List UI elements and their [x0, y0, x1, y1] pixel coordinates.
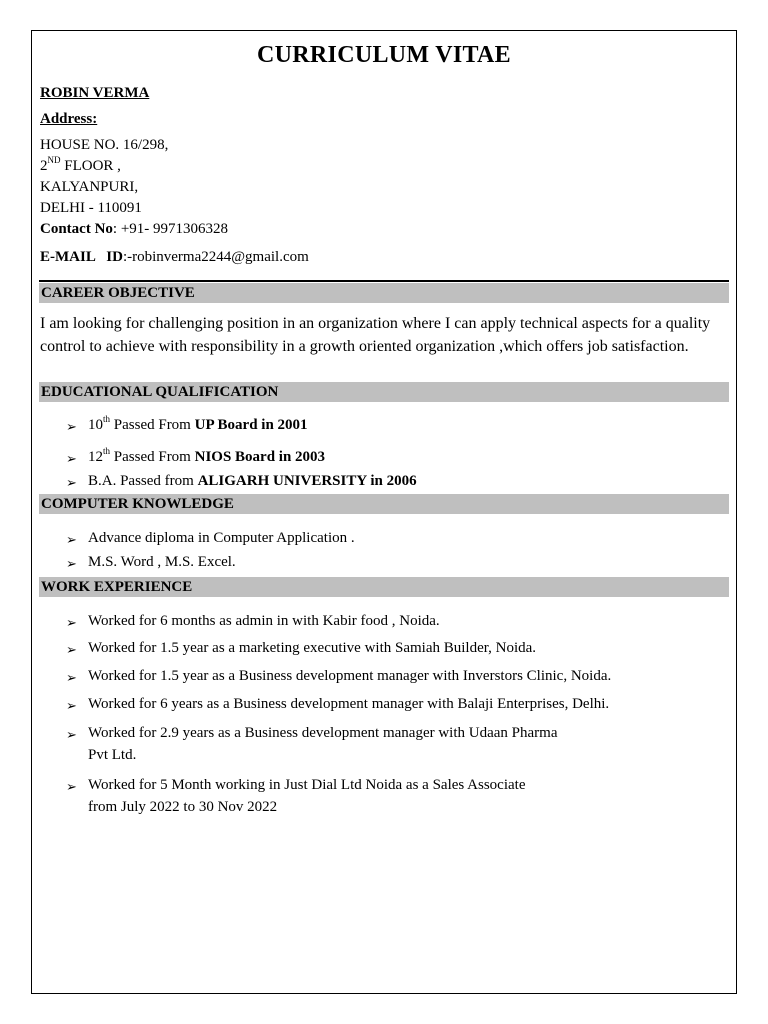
address-line-3: KALYANPURI, [40, 179, 139, 195]
work-item-continuation: from July 2022 to 30 Nov 2022 [88, 799, 278, 815]
education-item [88, 470, 417, 492]
address-line-1: HOUSE NO. 16/298, [40, 137, 169, 153]
work-item: Worked for 2.9 years as a Business development manager with Udaan Pharma [88, 725, 558, 741]
bullet-icon: ➢ [66, 615, 77, 630]
bullet-icon: ➢ [66, 670, 77, 685]
career-objective-heading: CAREER OBJECTIVE [39, 283, 729, 303]
bullet-icon: ➢ [66, 698, 77, 713]
education-item-superscript: th [103, 414, 111, 424]
work-experience-heading: WORK EXPERIENCE [39, 577, 729, 597]
education-item-number: 12 [88, 449, 103, 465]
education-item-superscript: th [103, 446, 111, 456]
bullet-icon: ➢ [66, 475, 77, 490]
education-item-board: ALIGARH UNIVERSITY in 2006 [197, 473, 417, 489]
education-item-board: UP Board in 2001 [194, 417, 308, 433]
bullet-icon: ➢ [66, 779, 77, 794]
bullet-icon: ➢ [66, 451, 77, 466]
education-item [88, 414, 308, 436]
email-value: :-robinverma2244@gmail.com [122, 249, 309, 265]
career-objective-text: I am looking for challenging position in an organization where I can apply technical aspects for a quality control to achieve with responsibility in a growth oriented organization ,which offers job satisfaction. [40, 315, 711, 355]
computer-knowledge-heading: COMPUTER KNOWLEDGE [39, 494, 729, 514]
email-line [40, 249, 309, 266]
contact-value: : +91- 9971306328 [112, 221, 229, 237]
bullet-icon: ➢ [66, 419, 77, 434]
education-item-text: B.A. Passed from [88, 473, 198, 489]
bullet-icon: ➢ [66, 532, 77, 547]
email-label: E-MAIL ID [40, 249, 123, 265]
contact-line [40, 221, 228, 238]
work-item: Worked for 6 months as admin in with Kabir food , Noida. [88, 613, 440, 629]
floor-superscript: ND [47, 155, 61, 165]
document-title: CURRICULUM VITAE [257, 42, 511, 68]
work-item: Worked for 6 years as a Business development manager with Balaji Enterprises, Delhi. [88, 696, 610, 712]
work-item: Worked for 1.5 year as a Business development manager with Inverstors Clinic, Noida. [88, 668, 612, 684]
education-heading: EDUCATIONAL QUALIFICATION [39, 382, 729, 402]
address-label: Address: [40, 111, 98, 127]
divider-line [39, 280, 729, 282]
education-item [88, 446, 325, 468]
bullet-icon: ➢ [66, 642, 77, 657]
education-item-board: NIOS Board in 2003 [194, 449, 326, 465]
floor-number: 2 [40, 158, 48, 174]
education-item-number: 10 [88, 417, 103, 433]
candidate-name: ROBIN VERMA [40, 85, 150, 101]
address-line-2 [40, 155, 121, 175]
work-item-continuation: Pvt Ltd. [88, 747, 137, 763]
contact-label: Contact No [40, 221, 113, 237]
education-item-text: Passed From [110, 417, 195, 433]
floor-text: FLOOR , [60, 158, 121, 174]
bullet-icon: ➢ [66, 727, 77, 742]
work-item: Worked for 1.5 year as a marketing executive with Samiah Builder, Noida. [88, 640, 537, 656]
computer-skill-item: Advance diploma in Computer Application . [88, 530, 355, 546]
computer-skill-item: M.S. Word , M.S. Excel. [88, 554, 236, 570]
work-item: Worked for 5 Month working in Just Dial Ltd Noida as a Sales Associate [88, 777, 526, 793]
address-line-4: DELHI - 110091 [40, 200, 142, 216]
education-item-text: Passed From [110, 449, 195, 465]
bullet-icon: ➢ [66, 556, 77, 571]
